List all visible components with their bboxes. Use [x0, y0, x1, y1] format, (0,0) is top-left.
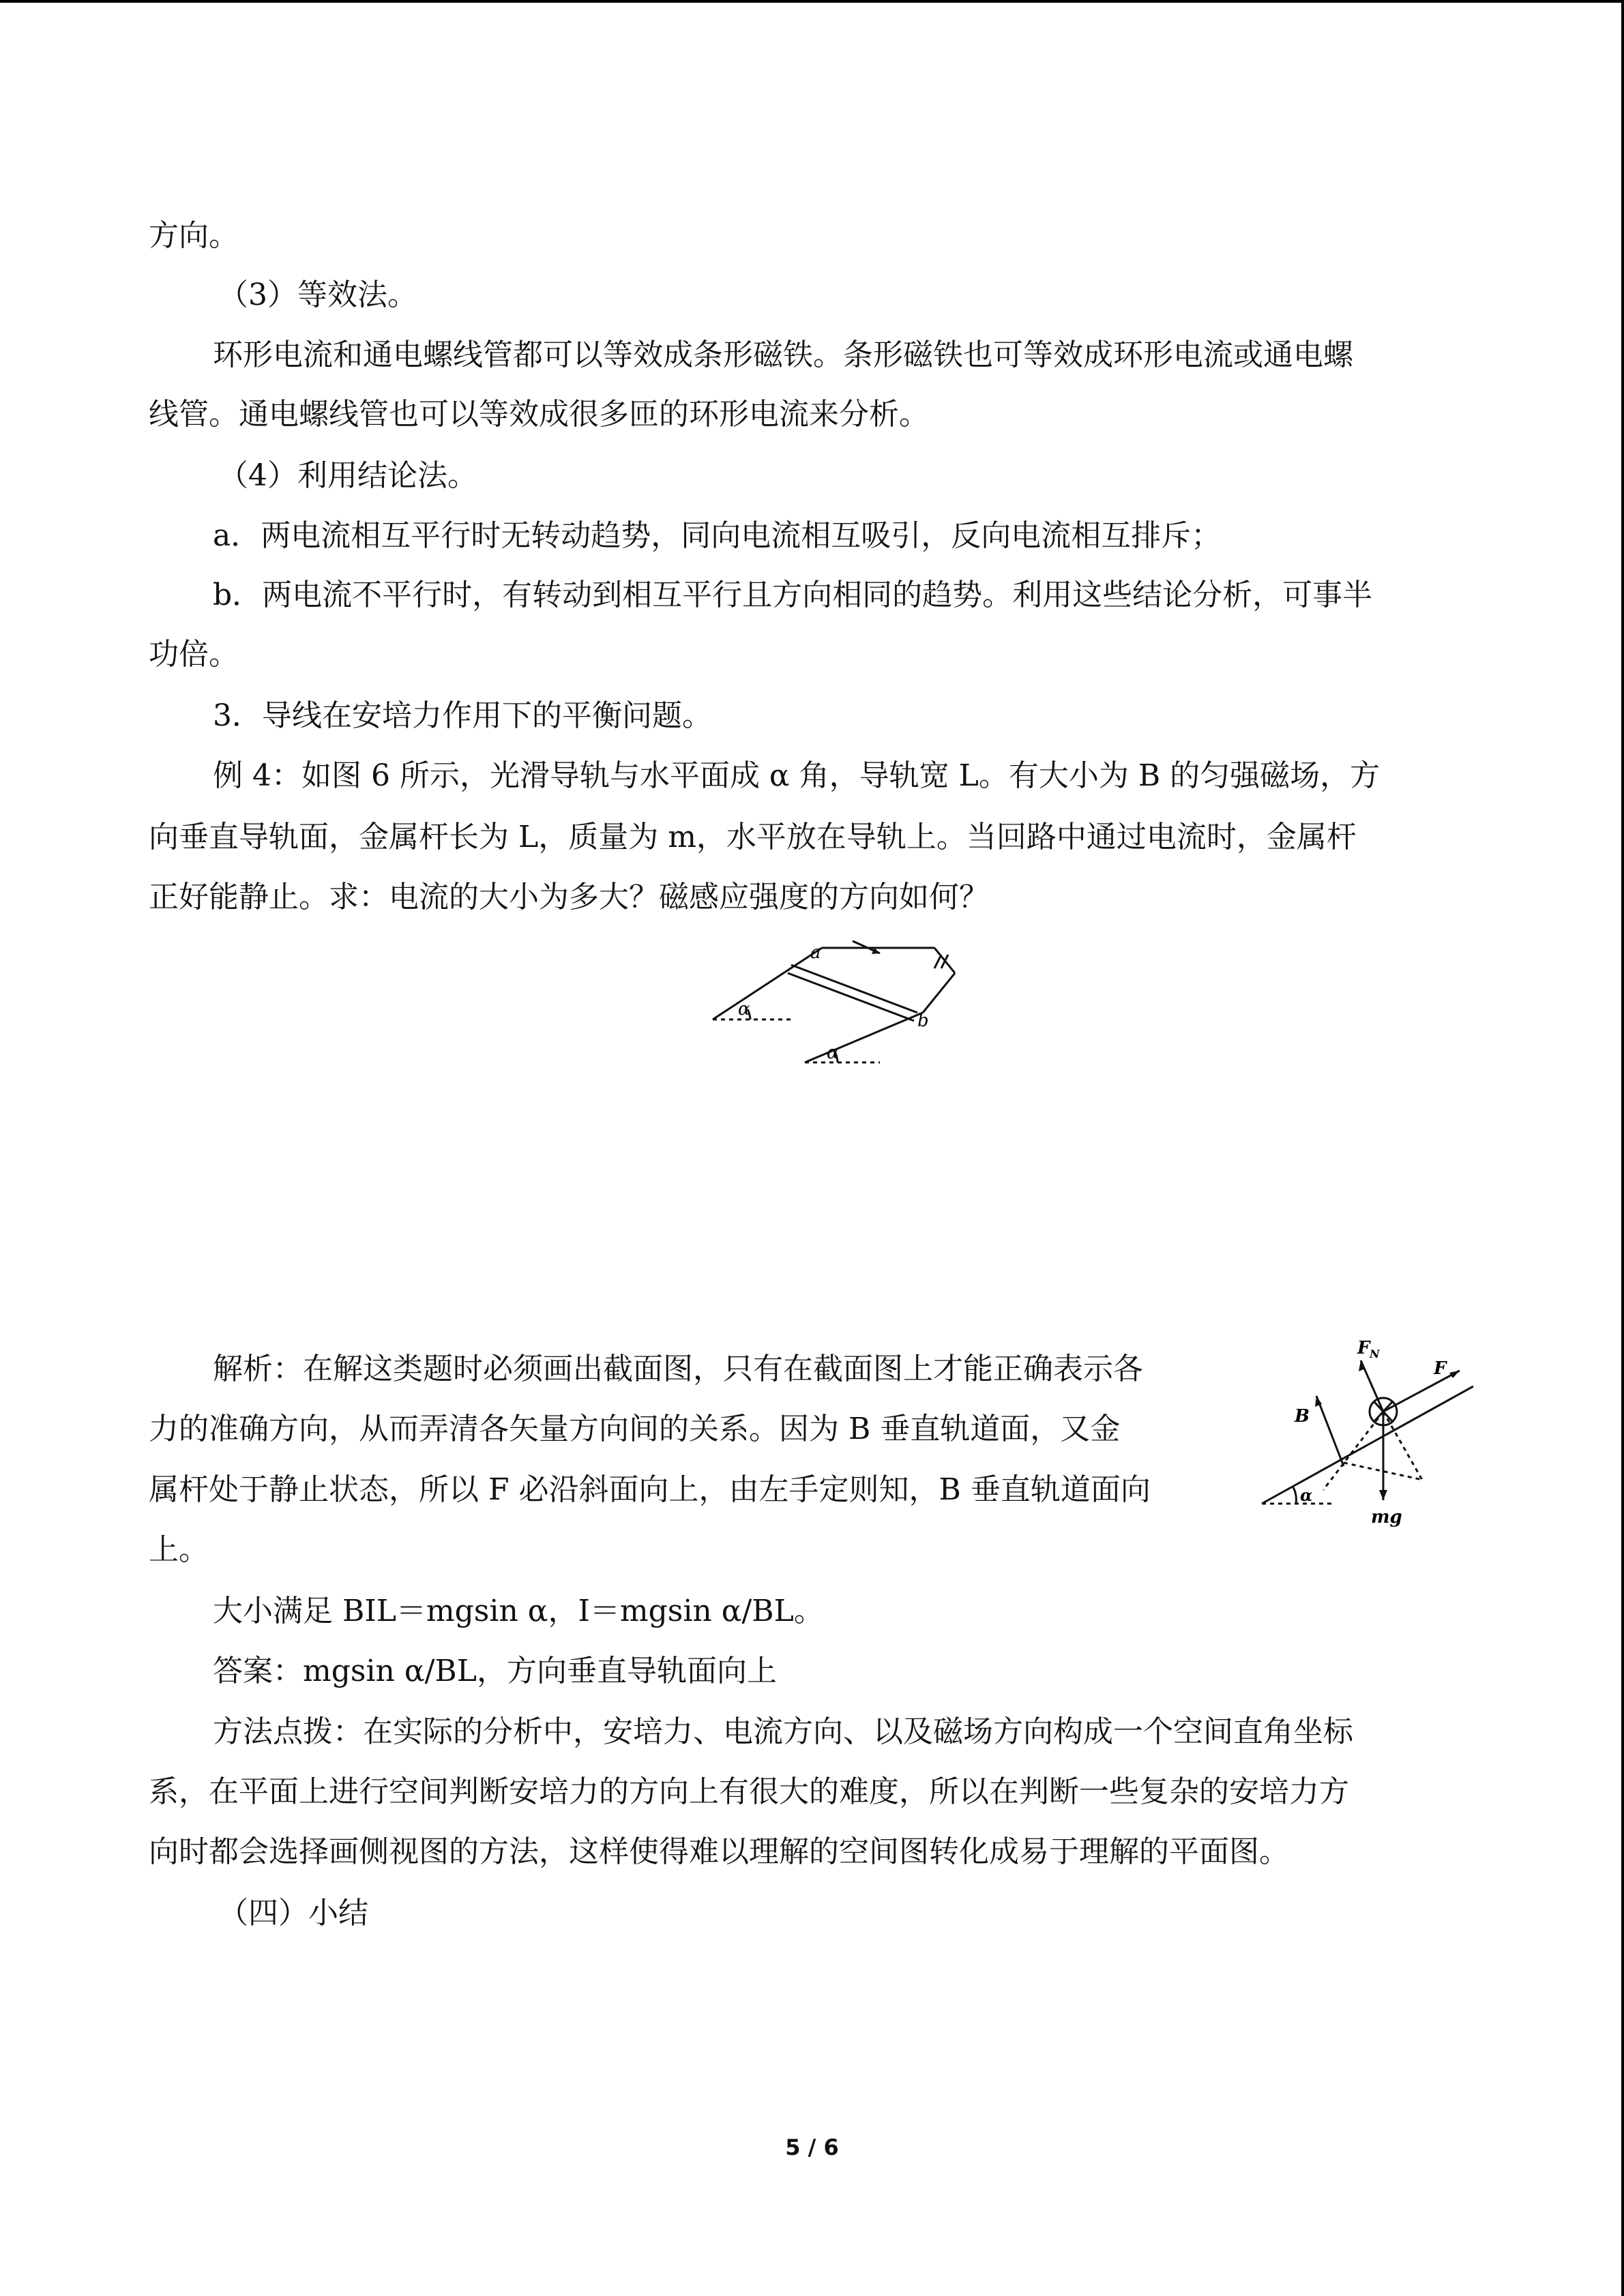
section-heading-conclusion: （4）利用结论法。: [218, 458, 477, 493]
label-b: b: [917, 1011, 929, 1031]
page-border-top: [0, 0, 1624, 3]
paragraph-line: 线管。通电螺线管也可以等效成很多匝的环形电流来分析。: [149, 397, 929, 432]
label-fn: F: [1357, 1338, 1370, 1358]
paragraph-line: b．两电流不平行时，有转动到相互平行且方向相同的趋势。利用这些结论分析，可事半: [213, 578, 1373, 612]
paragraph-line: 属杆处于静止状态，所以 F 必沿斜面向上，由左手定则知，B 垂直轨道面向: [149, 1472, 1151, 1507]
paragraph-line: 力的准确方向，从而弄清各矢量方向间的关系。因为 B 垂直轨道面，又金: [149, 1412, 1121, 1446]
paragraph-line: 方法点拨：在实际的分析中，安培力、电流方向、以及磁场方向构成一个空间直角坐标: [213, 1714, 1353, 1749]
answer-line: 答案：mgsin α/BL，方向垂直导轨面向上: [213, 1654, 777, 1688]
label-f: F: [1434, 1358, 1447, 1379]
page-number: 5 / 6: [785, 2134, 839, 2160]
label-alpha-bottom: α: [827, 1043, 839, 1063]
paragraph-line: 例 4：如图 6 所示，光滑导轨与水平面成 α 角，导轨宽 L。有大小为 B 的匀强磁场，方: [213, 758, 1381, 793]
section-heading-summary: （四）小结: [218, 1896, 368, 1930]
label-alpha: α: [1300, 1485, 1313, 1505]
label-alpha-top: α: [738, 999, 750, 1019]
paragraph-line: 上。: [149, 1532, 209, 1567]
force-diagram: [1255, 1333, 1487, 1538]
paragraph-line: 方向。: [149, 218, 239, 253]
paragraph-line: 解析：在解这类题时必须画出截面图，只有在截面图上才能正确表示各: [213, 1352, 1143, 1386]
label-a: a: [810, 942, 821, 963]
label-b-field: B: [1295, 1406, 1310, 1427]
paragraph-line: 向垂直导轨面，金属杆长为 L，质量为 m，水平放在导轨上。当回路中通过电流时，金属杆: [149, 820, 1357, 854]
paragraph-line: 正好能静止。求：电流的大小为多大？磁感应强度的方向如何？: [149, 880, 989, 914]
paragraph-line: 环形电流和通电螺线管都可以等效成条形磁铁。条形磁铁也可等效成环形电流或通电螺: [213, 338, 1353, 372]
label-mg: mg: [1371, 1507, 1402, 1527]
paragraph-line: 系，在平面上进行空间判断安培力的方向上有很大的难度，所以在判断一些复杂的安培力方: [149, 1774, 1349, 1809]
page-border-right: [1621, 0, 1624, 2296]
section-heading-equivalence: （3）等效法。: [218, 278, 417, 312]
paragraph-line: 功倍。: [149, 637, 239, 672]
paragraph-line: a．两电流相互平行时无转动趋势，同向电流相互吸引，反向电流相互排斥；: [213, 518, 1222, 553]
section-heading-equilibrium: 3．导线在安培力作用下的平衡问题。: [213, 698, 712, 733]
label-fn-subscript: N: [1370, 1347, 1380, 1360]
paragraph-line: 大小满足 BIL＝mgsin α，I＝mgsin α/BL。: [213, 1594, 824, 1628]
paragraph-line: 向时都会选择画侧视图的方法，这样使得难以理解的空间图转化成易于理解的平面图。: [149, 1834, 1289, 1869]
figure-6-inclined-rails: [709, 934, 996, 1071]
